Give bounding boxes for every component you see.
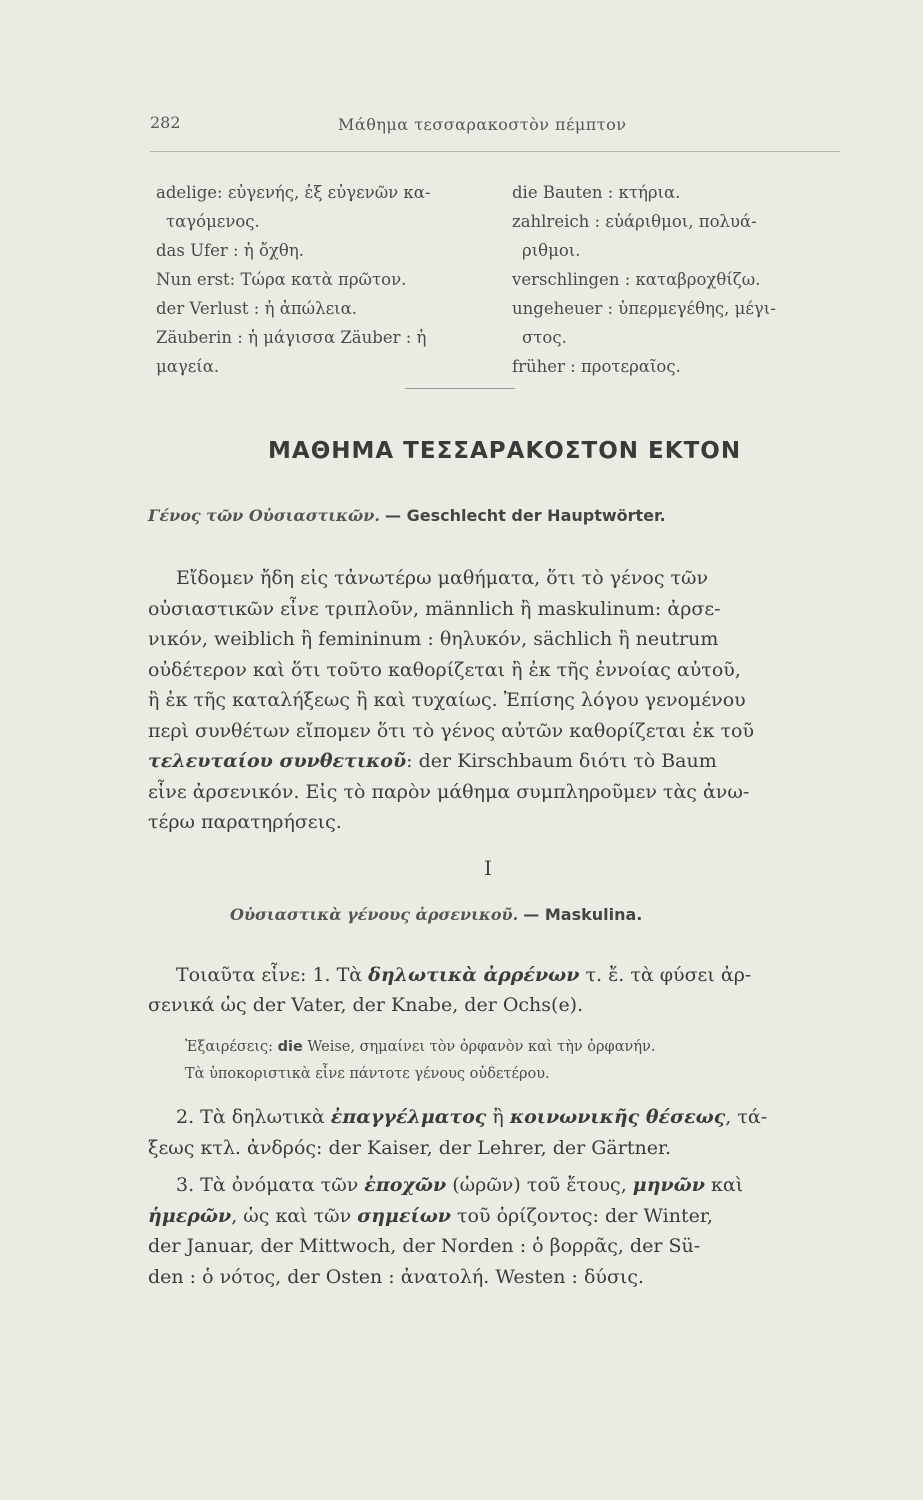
text-fragment: Ἐξαιρέσεις: bbox=[185, 1039, 278, 1055]
lesson-subtitle bbox=[148, 506, 666, 525]
text-fragment: τ. ἔ. τὰ φύσει ἀρ- bbox=[579, 964, 752, 986]
vocab-line: verschlingen : καταβροχθίζω. bbox=[512, 270, 761, 289]
article: die bbox=[277, 1039, 303, 1055]
subtitle-german: — Geschlecht der Hauptwörter. bbox=[385, 506, 666, 525]
text-line: ξεως κτλ. ἀνδρός: der Kaiser, der Lehrer, der Gärtner. bbox=[148, 1136, 671, 1159]
vocab-line: das Ufer : ἡ ὄχθη. bbox=[156, 241, 304, 260]
text-line: εἶνε ἀρσενικόν. Εἰς τὸ παρὸν μάθημα συμπληροῦμεν τὰς ἀνω- bbox=[148, 780, 750, 803]
vocab-column-left bbox=[156, 178, 486, 381]
text-line: νικόν, weiblich ἢ femininum : θηλυκόν, sächlich ἢ neutrum bbox=[148, 628, 719, 650]
text-line: τέρω παρατηρήσεις. bbox=[148, 811, 342, 833]
section-subtitle-german: — Maskulina. bbox=[523, 905, 643, 924]
text-fragment: ἢ bbox=[486, 1106, 510, 1128]
text-line bbox=[148, 1201, 840, 1232]
text-line bbox=[148, 746, 840, 777]
vocab-line: Nun erst: Τώρα κατὰ πρῶτον. bbox=[156, 270, 407, 289]
text-fragment: 2. Τὰ δηλωτικὰ bbox=[176, 1106, 331, 1128]
exceptions-note bbox=[185, 1034, 845, 1088]
emphasis: ἡμερῶν bbox=[148, 1204, 232, 1227]
page-number: 282 bbox=[150, 113, 181, 132]
text-line: Τὰ ὑποκοριστικὰ εἶνε πάντοτε γένους οὐδετέρου. bbox=[185, 1066, 550, 1082]
text-line: οὐδέτερον καὶ ὅτι τοῦτο καθορίζεται ἢ ἐκ τῆς ἐννοίας αὐτοῦ, bbox=[148, 658, 741, 681]
text-fragment: , τά- bbox=[725, 1106, 768, 1128]
text-line: den : ὁ νότος, der Osten : ἀνατολή. Westen : δύσις. bbox=[148, 1265, 645, 1288]
rule-3 bbox=[148, 1170, 840, 1292]
text-line: Εἴδομεν ἤδη εἰς τἀνωτέρω μαθήματα, ὅτι τὸ γένος τῶν bbox=[176, 567, 709, 589]
intro-paragraph bbox=[148, 563, 840, 838]
vocab-line: ριθμοι. bbox=[522, 241, 581, 260]
vocab-column-right bbox=[512, 178, 847, 381]
section-subtitle-greek: Οὐσιαστικὰ γένους ἀρσενικοῦ. bbox=[230, 905, 519, 924]
emphasis: σημείων bbox=[357, 1204, 451, 1227]
page-header bbox=[150, 113, 840, 153]
text-line: der Januar, der Mittwoch, der Norden : ὁ βορρᾶς, der Sü- bbox=[148, 1235, 701, 1257]
text-line bbox=[148, 1102, 840, 1133]
text-line: ἢ ἐκ τῆς καταλήξεως ἢ καὶ τυχαίως. Ἐπίσης λόγου γενομένου bbox=[148, 689, 746, 711]
text-line bbox=[148, 1170, 840, 1201]
vocab-line: ungeheuer : ὑπερμεγέθης, μέγι- bbox=[512, 299, 776, 318]
text-fragment: Τοιαῦτα εἶνε: 1. Τὰ bbox=[176, 964, 369, 986]
section-subtitle bbox=[230, 905, 642, 924]
text-fragment: 3. Τὰ ὀνόματα τῶν bbox=[176, 1174, 365, 1196]
emphasis: μηνῶν bbox=[632, 1174, 705, 1196]
text-fragment: καὶ bbox=[704, 1174, 744, 1196]
vocab-line: adelige: εὐγενής, ἐξ εὐγενῶν κα- bbox=[156, 183, 431, 202]
text-line bbox=[148, 960, 840, 990]
vocab-line: μαγεία. bbox=[156, 357, 220, 376]
vocab-line: ταγόμενος. bbox=[166, 212, 260, 231]
text-line: σενικά ὡς der Vater, der Knabe, der Ochs(e). bbox=[148, 994, 584, 1016]
lesson-heading: ΜΑΘΗΜΑ ΤΕΣΣΑΡΑΚΟΣΤΟΝ ΕΚΤΟΝ bbox=[268, 438, 742, 464]
text-fragment: (ὡρῶν) τοῦ ἔτους, bbox=[446, 1174, 633, 1196]
vocab-line: der Verlust : ἡ ἀπώλεια. bbox=[156, 299, 357, 318]
emphasis: δηλωτικὰ ἀρρένων bbox=[368, 964, 580, 986]
rule-1 bbox=[148, 960, 840, 1020]
header-rule bbox=[150, 151, 840, 152]
text-fragment: , ὡς καὶ τῶν bbox=[231, 1204, 358, 1227]
section-number: I bbox=[484, 856, 492, 880]
text-line bbox=[185, 1034, 845, 1061]
vocab-line: στος. bbox=[522, 328, 567, 347]
text-line: οὐσιαστικῶν εἶνε τριπλοῦν, männlich ἢ maskulinum: ἀρσε- bbox=[148, 597, 721, 620]
text-fragment: : der Kirschbaum διότι τὸ Baum bbox=[406, 750, 717, 772]
vocab-line: Zäuberin : ἡ μάγισσα Zäuber : ἡ bbox=[156, 328, 427, 347]
text-fragment: Weise, σημαίνει τὸν ὀρφανὸν καὶ τὴν ὀρφανήν. bbox=[302, 1039, 656, 1055]
emphasis: τελευταίου συνθετικοῦ bbox=[148, 750, 407, 772]
running-title: Μάθημα τεσσαρακοστὸν πέμπτον bbox=[338, 115, 627, 134]
emphasis: ἐποχῶν bbox=[364, 1174, 447, 1196]
rule-2 bbox=[148, 1102, 840, 1163]
text-line: περὶ συνθέτων εἴπομεν ὅτι τὸ γένος αὐτῶν καθορίζεται ἐκ τοῦ bbox=[148, 719, 754, 742]
subtitle-greek: Γένος τῶν Οὐσιαστικῶν. bbox=[148, 506, 380, 525]
vocab-line: die Bauten : κτήρια. bbox=[512, 183, 681, 202]
vocab-line: früher : προτεραῖος. bbox=[512, 357, 681, 376]
emphasis: ἐπαγγέλματος bbox=[330, 1106, 487, 1128]
emphasis: κοινωνικῆς θέσεως bbox=[509, 1106, 726, 1128]
vocab-line: zahlreich : εὐάριθμοι, πολυά- bbox=[512, 212, 757, 231]
section-divider bbox=[405, 388, 515, 389]
text-fragment: τοῦ ὁρίζοντος: der Winter, bbox=[450, 1204, 713, 1227]
